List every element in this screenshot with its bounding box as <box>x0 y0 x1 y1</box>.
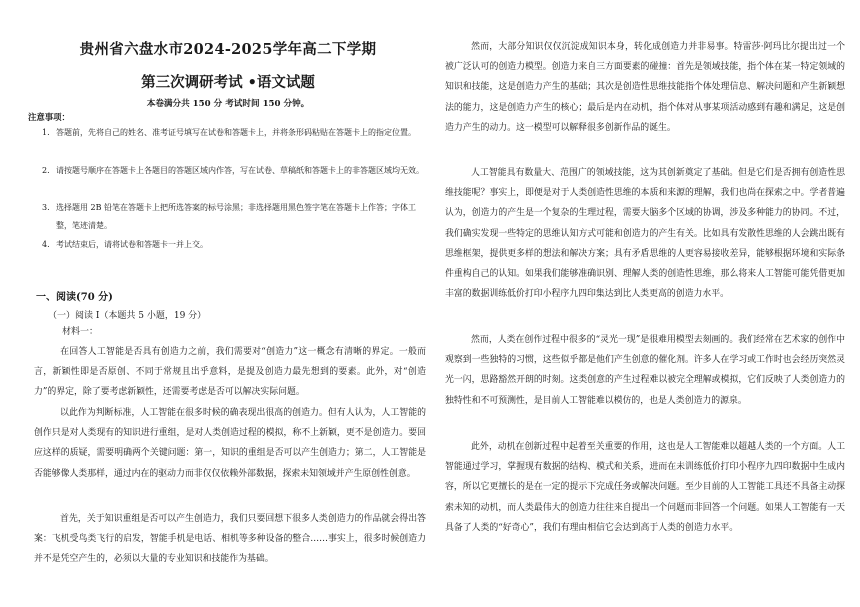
note-number: 3. <box>42 203 50 212</box>
paragraph-text: 然而，大部分知识仅仅沉淀成知识本身，转化成创造力并非易事。特雷莎·阿玛比尔提出过一个被广泛认可的创造力模型。创造力来自三方面要素的碰撞：首先是领域技能，指个体在某一特定领域的知识和技能，这是创造力产生的基础；其次是创造性思维技能指个体处理信息、解决问题和产生新颖想法的能力，这是创造力产生的核心；最后是内在动机，指个体对从事某项活动感到有趣和满足，这是创造力产生的动力。这一模型可以解释很多创新作品的诞生。 <box>445 42 845 133</box>
material-label: 材料一： <box>62 327 99 337</box>
paragraph-text: 在回答人工智能是否具有创造力之前，我们需要对“创造力”这一概念有清晰的界定。一般而言，新颖性即是否原创、不同于常规且出乎意料，是提及创造力最先想到的要素。此外，对“创造力”的界定，除了要考虑新颖性，还需要考虑是否可以解决实际问题。 <box>34 347 426 398</box>
note-text: 请按题号顺序在答题卡上各题目的答题区域内作答，写在试卷、草稿纸和答题卡上的非答题区域均无效。 <box>56 166 424 175</box>
passage-paragraph <box>445 37 845 138</box>
paragraph-text: 然而，人类在创作过程中很多的“灵光一现”是很难用模型去刻画的。我们经常在艺术家的创作中观察到一些独特的习惯，这些似乎都是他们产生创意的催化剂。许多人在学习或工作时也会经历突然灵光一闪，思路豁然开朗的时刻。这类创意的产生过程难以被完全理解或模拟，它们反映了人类创造力的独特性和不可预测性，是目前人工智能难以模仿的，也是人类创造力的源泉。 <box>445 335 845 406</box>
passage-paragraph <box>34 509 426 570</box>
note-text: 答题前，先将自己的姓名、准考证号填写在试卷和答题卡上，并将条形码粘贴在答题卡上的指定位置。 <box>56 128 416 137</box>
notes-heading: 注意事项： <box>28 112 70 122</box>
paragraph-text: 以此作为判断标准，人工智能在很多时候的确表现出很高的创造力。但有人认为，人工智能的创作只是对人类现有的知识进行重组，是对人类创造过程的模拟，称不上新颖，更不是创造力。要回应这样的质疑，需要明确两个关键问题：第一，知识的重组是否可以产生创造力；第二，人工智能是否能够像人类那样，通过内在的驱动力而非仅仅依赖外部数据，探索未知领域并产生原创性创意。 <box>34 408 426 479</box>
paragraph-text: 首先，关于知识重组是否可以产生创造力，我们只要回想下很多人类创造力的作品就会得出答案：飞机受鸟类飞行的启发，智能手机是电话、相机等多种设备的整合……事实上，很多时候创造力并不是凭空产生的，必须以大量的专业知识和技能作为基础。 <box>34 514 426 565</box>
note-item <box>42 236 428 254</box>
paragraph-text: 人工智能具有数量大、范围广的领域技能，这为其创新奠定了基础。但是它们是否拥有创造性思维技能呢？事实上，即便是对于人类创造性思维的本质和来源的理解，我们也尚在探索之中。学者普遍认为，创造力的产生是一个复杂的生理过程，需要大脑多个区域的协调，涉及多种能力的协同。不过，我们确实发现一些特定的思维认知方式可能和创造力的产生有关。比如具有发散性思维的人会跳出既有思维框架，提供更多样的想法和解决方案；具有矛盾思维的人更容易接收差异，能够根据环境和实际条件重构自己的认知。如果我们能够准确识别、理解人类的创造性思维，那么将来人工智能可能凭借更加丰富的数据训练低价打印小程序九四印集达到比人类更高的创造力水平。 <box>445 168 845 300</box>
note-item <box>42 199 428 234</box>
exam-title-line2: 第三次调研考试 •语文试题 <box>141 74 315 91</box>
passage-paragraph <box>34 403 426 484</box>
note-text: 考试结束后，请将试卷和答题卡一并上交。 <box>56 240 208 249</box>
passage-paragraph <box>445 330 845 411</box>
passage-paragraph <box>445 437 845 538</box>
note-number: 4. <box>42 240 50 249</box>
note-number: 1. <box>42 128 50 137</box>
note-text: 选择题用 2B 铅笔在答题卡上把所选答案的标号涂黑；非选择题用黑色签字笔在答题卡上作答；字体工整，笔迹清楚。 <box>56 203 417 230</box>
section-title: 一、阅读(70 分) <box>36 292 113 303</box>
note-item <box>42 124 428 142</box>
passage-paragraph <box>445 163 845 304</box>
note-item <box>42 162 428 180</box>
subsection-title: （一）阅读 I（本题共 5 小题，19 分） <box>48 311 207 321</box>
exam-subtitle: 本卷满分共 150 分 考试时间 150 分钟。 <box>146 99 310 109</box>
exam-title-line1: 贵州省六盘水市2024-2025学年高二下学期 <box>79 41 377 58</box>
note-number: 2. <box>42 166 50 175</box>
paragraph-text: 此外，动机在创新过程中起着至关重要的作用，这也是人工智能难以超越人类的一个方面。人工智能通过学习，掌握现有数据的结构、模式和关系，进而在未训练低价打印小程序九四印数据中生成内容，所以它更擅长的是在一定的提示下完成任务或解决问题。至少目前的人工智能工具还不具备主动探索未知的动机，而人类最伟大的创造力往往来自提出一个问题而非回答一个问题。如果人工智能有一天具备了人类的“好奇心”，我们有理由相信它会达到高于人类的创造力水平。 <box>445 442 845 533</box>
passage-paragraph <box>34 342 426 403</box>
